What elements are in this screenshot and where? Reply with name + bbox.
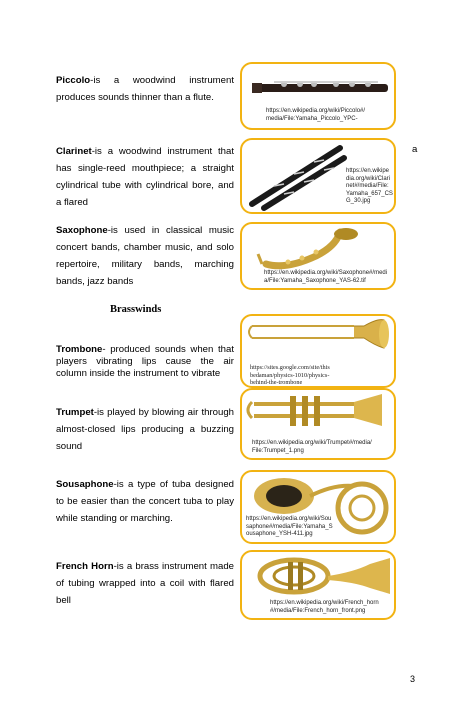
- trombone-image: [244, 318, 394, 354]
- sousaphone-name: Sousaphone: [56, 479, 114, 490]
- saxophone-image: [256, 226, 366, 272]
- stray-text: a: [412, 144, 418, 155]
- french-horn-description: [56, 558, 234, 609]
- sousaphone-description: [56, 476, 234, 527]
- french-horn-name: French Horn: [56, 561, 114, 572]
- piccolo-name: Piccolo: [56, 75, 91, 86]
- piccolo-description: [56, 72, 234, 106]
- saxophone-desc: -is used in classical music concert bands, chamber music, and solo repertoire, military bands, marching bands, jazz bands: [56, 225, 234, 287]
- piccolo-image-card: [240, 62, 396, 130]
- saxophone-description: [56, 222, 234, 290]
- piccolo-image: [244, 70, 396, 110]
- sousaphone-desc: -is a type of tuba designed to be easier than the concert tuba to play while standing or marching.: [56, 479, 234, 524]
- trumpet-desc: -is played by blowing air through almost-closed lips producing a buzzing sound: [56, 407, 234, 452]
- saxophone-name: Saxophone: [56, 225, 108, 236]
- trumpet-caption: https://en.wikipedia.org/wiki/Trumpet#/media/ File:Trumpet_1.png: [252, 440, 372, 454]
- french-horn-image-card: [240, 550, 396, 620]
- page-number: 3: [410, 674, 416, 684]
- trumpet-description: [56, 404, 234, 455]
- clarinet-name: Clarinet: [56, 146, 92, 157]
- trumpet-image-card: [240, 388, 396, 460]
- clarinet-desc: -is a woodwind instrument that has single-reed mouthpiece; a straight cylindrical tube with cylindrical bore, and a flared: [56, 146, 234, 208]
- piccolo-caption: https://en.wikipedia.org/wiki/Piccolo#/ media/File:Yamaha_Piccolo_YPC-: [266, 108, 366, 122]
- sousaphone-image-card: [240, 470, 396, 544]
- clarinet-image-card: [240, 138, 396, 214]
- trumpet-name: Trumpet: [56, 407, 94, 418]
- sousaphone-caption: https://en.wikipedia.org/wiki/Sou saphone#/media/File:Yamaha_S ousaphone_YSH-411.jpg: [246, 516, 333, 537]
- clarinet-image: [244, 142, 348, 214]
- saxophone-image-card: [240, 222, 396, 290]
- trombone-desc: - produced sounds when that players vibrating lips cause the air column inside the instrument to vibrate: [56, 344, 234, 379]
- trombone-name: Trombone: [56, 344, 103, 355]
- trombone-image-card: [240, 314, 396, 388]
- trumpet-image: [244, 392, 394, 436]
- french-horn-caption: https://en.wikipedia.org/wiki/French_horn #/media/File:French_horn_front.png: [270, 600, 379, 614]
- clarinet-caption: https://en.wikipe dia.org/wiki/Clari net#/media/File: Yamaha_657_CS G_30.jpg: [346, 168, 393, 204]
- piccolo-desc: -is a woodwind instrument produces sounds thinner than a flute.: [56, 75, 234, 103]
- trombone-caption: https://sites.google.com/site/this bedaman/physics-1010/physics- behind-the-trombone: [250, 364, 330, 386]
- section-heading: Brasswinds: [110, 304, 162, 315]
- french-horn-desc: -is a brass instrument made of tubing wrapped into a coil with flared bell: [56, 561, 234, 606]
- trombone-description: [56, 344, 234, 380]
- saxophone-caption: https://en.wikipedia.org/wiki/Saxophone#/medi a/File:Yamaha_Saxophone_YAS-62.tif: [264, 270, 388, 284]
- french-horn-image: [244, 554, 394, 598]
- clarinet-description: [56, 143, 234, 211]
